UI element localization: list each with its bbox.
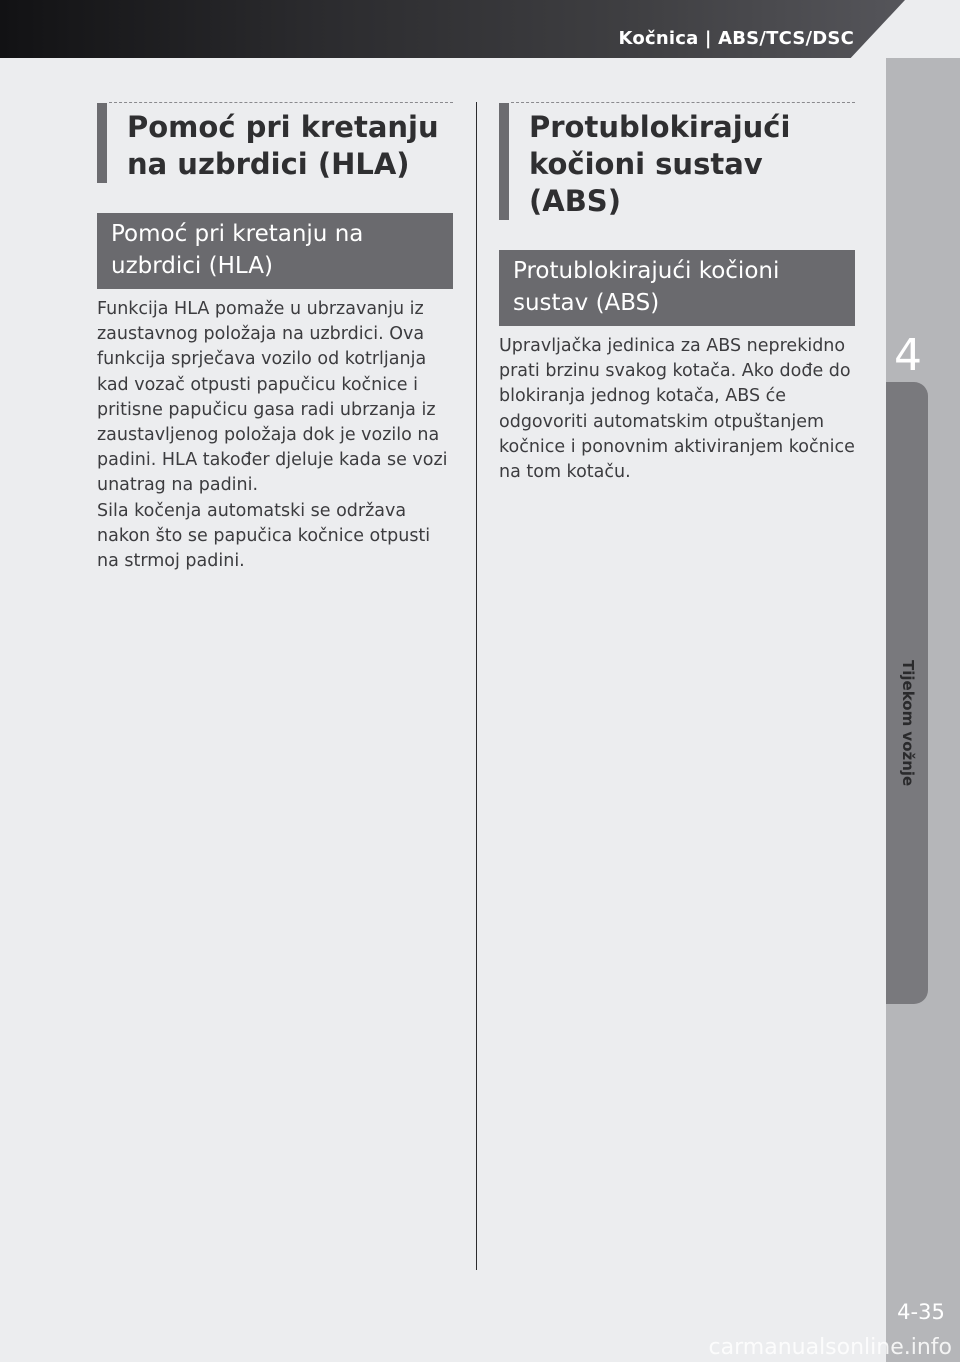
body-text-abs <box>499 334 855 485</box>
paragraph: Upravljačka jedinica za ABS neprekidno prati brzinu svakog kotača. Ako dođe do blokiranja jednog kotača, ABS će odgovoriti automatskim otpuštanjem kočnice i ponovnim aktiviranjem kočnice na tom kotaču. <box>499 336 855 483</box>
column-divider <box>476 102 477 1270</box>
subheading-abs: Protublokirajući kočioni sustav (ABS) <box>499 250 855 326</box>
page-number: 4-35 <box>897 1300 945 1324</box>
right-column <box>499 102 855 485</box>
body-text-hla <box>97 297 453 574</box>
subheading-hla: Pomoć pri kretanju na uzbrdici (HLA) <box>97 213 453 289</box>
paragraph: Funkcija HLA pomaže u ubrzavanju iz zaustavnog položaja na uzbrdici. Ova funkcija sprječava vozilo od kotrljanja kad vozač otpusti papučicu kočnice i pritisne papučicu gasa radi ubrzanja iz zaustavljenog položaja dok je vozilo na padini. HLA također djeluje kada se vozi unatrag na padini. <box>97 299 448 496</box>
chapter-tab-label <box>898 660 918 720</box>
left-column <box>97 102 453 574</box>
paragraph: Sila kočenja automatski se održava nakon što se papučica kočnice otpusti na strmoj padini. <box>97 500 431 572</box>
watermark: carmanualsonline.info <box>708 1335 952 1360</box>
section-title-hla: Pomoć pri kretanju na uzbrdici (HLA) <box>97 103 453 183</box>
section-title-abs: Protublokirajući kočioni sustav (ABS) <box>499 103 855 220</box>
header-title: Kočnica | ABS/TCS/DSC <box>618 28 854 49</box>
chapter-number: 4 <box>894 330 922 381</box>
